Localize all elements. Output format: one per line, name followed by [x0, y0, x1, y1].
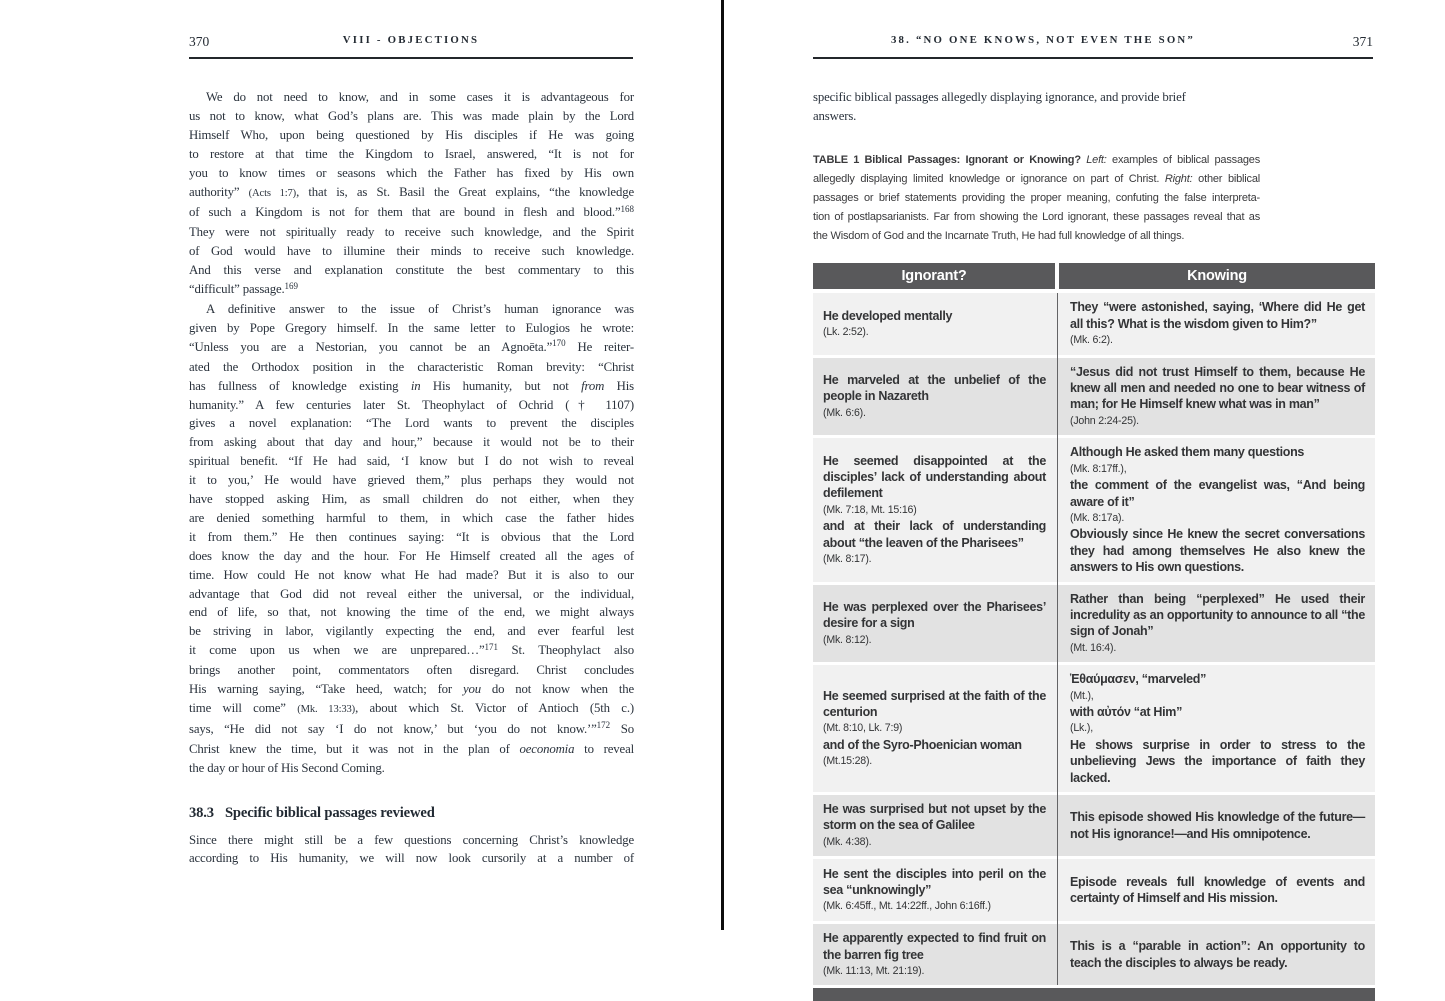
- text-segment: 168: [620, 203, 634, 214]
- text-line: [189, 603, 634, 622]
- left-running-head: VIII - OBJECTIONS: [342, 34, 480, 46]
- text-segment: other biblical: [1192, 172, 1260, 185]
- text-segment: (Mt. 16:4).: [1070, 641, 1117, 654]
- text-line: [189, 471, 634, 490]
- table-cell-knowing: [1057, 585, 1375, 663]
- text-line: [189, 759, 634, 778]
- text-segment: 171: [484, 641, 499, 652]
- text-segment: “Unless you are a Nestorian, you cannot be an Agnoēta.”: [189, 339, 553, 354]
- text-segment: the day or hour of His Second Coming.: [189, 760, 385, 775]
- text-segment: (Mk. 4:38).: [823, 835, 872, 848]
- text-segment: He shows surprise in order to stress to the unbelieving Jews the importance of faith they lacked.: [1070, 737, 1365, 785]
- text-segment: A definitive answer to the issue of Christ’s human ignorance was: [206, 301, 634, 316]
- text-segment: says, “He did not say ‘I do not know,’ but ‘you do not know.’”: [189, 721, 597, 736]
- text-segment: He marveled at the unbelief of the people in Nazareth: [823, 372, 1046, 404]
- caption-line: [813, 190, 1260, 209]
- table-row: [813, 438, 1375, 581]
- section-number: 38.3: [189, 804, 214, 821]
- left-page-body: [189, 88, 634, 868]
- table-cell-knowing: [1057, 665, 1375, 792]
- text-segment: humanity.” A few centuries later St. Theophylact of Ochrid († 1107): [189, 397, 634, 412]
- text-segment: authority”: [189, 184, 249, 199]
- biblical-passages-table: [813, 263, 1375, 1001]
- intro-line: [813, 107, 1258, 126]
- text-line: [189, 641, 634, 661]
- text-line: [189, 164, 634, 183]
- table-cell-knowing: [1057, 795, 1375, 856]
- text-line: [189, 740, 634, 759]
- text-segment: given by Pope Gregory himself. In the same letter to Eulogios he wrote:: [189, 320, 634, 335]
- text-segment: His humanity, but not: [420, 378, 582, 393]
- text-segment: it to you,’ He would have grieved them,” plus perhaps they would not: [189, 473, 634, 488]
- text-segment: end of life, so that, not knowing the time of the end, we might always: [189, 605, 634, 620]
- text-line: [189, 242, 634, 261]
- text-segment: (Lk.),: [1070, 722, 1093, 735]
- text-segment: be striving in labor, vigilantly expecting the end, and ever fearful lest: [189, 624, 634, 639]
- table-column-divider: [1057, 293, 1059, 985]
- text-segment: His warning saying, “Take heed, watch; for: [189, 682, 463, 697]
- text-segment: have stopped asking Him, as small children do not either, when they: [189, 492, 634, 507]
- text-segment: brings another point, commentators often disregard. Christ concludes: [189, 663, 634, 678]
- text-segment: time. How could He not know what He had made? But it is also to our: [189, 567, 634, 582]
- text-segment: to reveal: [574, 741, 635, 756]
- text-segment: does know the day and the hour. For He Himself created all the ages of: [189, 548, 634, 563]
- table-cell-knowing: [1057, 859, 1375, 921]
- text-line: [189, 396, 634, 415]
- text-segment: examples of biblical passages: [1106, 154, 1260, 166]
- text-line: [189, 358, 634, 377]
- text-line: [189, 680, 634, 699]
- left-page-header: [189, 34, 633, 60]
- text-segment: , that is, as St. Basil the Great explains, “the knowledge: [296, 184, 634, 199]
- text-segment: And this verse and explanation constitute the best commentary to this: [189, 263, 634, 278]
- text-segment: (Mk. 6:45ff., Mt. 14:22ff., John 6:16ff.): [823, 900, 991, 913]
- text-segment: 169: [284, 280, 299, 291]
- table-cell-knowing: [1057, 438, 1375, 581]
- text-segment: the comment of the evangelist was, “And being aware of it”: [1070, 478, 1365, 509]
- text-segment: allegedly displaying limited knowledge or ignorance on part of Christ.: [813, 172, 1165, 185]
- section-paragraph: [189, 831, 634, 869]
- text-segment: answers.: [813, 109, 857, 123]
- table-cell-knowing: [1057, 293, 1375, 354]
- text-segment: (Mt. 8:10, Lk. 7:9): [823, 722, 903, 735]
- text-segment: He seemed surprised at the faith of the centurion: [823, 688, 1046, 719]
- text-line: [189, 490, 634, 509]
- text-line: [189, 300, 634, 319]
- text-segment: He reiter-: [565, 339, 634, 354]
- text-segment: (Mt.),: [1070, 689, 1094, 702]
- text-segment: ated the Orthodox position in the characteristic Roman brevity: “Christ: [189, 359, 634, 374]
- table-row: [813, 358, 1375, 436]
- text-segment: (John 2:24-25).: [1070, 414, 1139, 427]
- table-cell-ignorant: [813, 924, 1057, 985]
- table-row: [813, 665, 1375, 792]
- table-row: [813, 859, 1375, 921]
- text-line: [189, 261, 634, 280]
- text-segment: gives a novel explanation: “The Lord wants to prevent the disciples: [189, 416, 634, 431]
- text-segment: Himself Who, upon being questioned by His disciples if He was going: [189, 127, 634, 142]
- table-body-wrap: [813, 293, 1375, 985]
- text-segment: (Mk. 8:12).: [823, 633, 872, 646]
- text-line: [189, 88, 634, 107]
- text-segment: it come upon us when we are unprepared…”: [189, 643, 485, 658]
- table-header-knowing: Knowing: [1059, 263, 1375, 289]
- text-line: [189, 720, 634, 740]
- text-line: [189, 831, 634, 850]
- text-segment: He developed mentally: [823, 308, 953, 323]
- text-segment: tion of postlapsarianists. Far from showing the Lord ignorant, these passages reveal that as: [813, 210, 1260, 223]
- table-body: [813, 293, 1375, 985]
- table-cell-ignorant: [813, 438, 1057, 581]
- table-header-row: [813, 263, 1375, 289]
- left-page-number: 370: [189, 34, 210, 49]
- caption-line: [813, 152, 1260, 171]
- text-segment: Obviously since He knew the secret conversations they had among themselves He also knew the answers to His own questions.: [1070, 527, 1365, 575]
- text-segment: TABLE 1 Biblical Passages: Ignorant or Knowing?: [813, 154, 1087, 166]
- right-page-number: 371: [1352, 34, 1373, 49]
- text-segment: from asking about that day and hour,” because it would not be to their: [189, 435, 634, 450]
- text-segment: Right:: [1164, 172, 1193, 185]
- text-segment: They were not spiritually ready to receive such knowledge, and the Spirit: [189, 225, 634, 240]
- text-segment: Christ knew the time, but it was not in the plan of: [189, 741, 520, 756]
- text-segment: time will come”: [189, 701, 298, 715]
- text-segment: He seemed disappointed at the disciples’ lack of understanding about defilement: [823, 453, 1046, 501]
- table-row: [813, 924, 1375, 985]
- text-segment: So: [610, 721, 634, 736]
- intro-line: [813, 88, 1258, 107]
- text-line: [189, 509, 634, 528]
- text-segment: (Mk. 8:17).: [823, 552, 872, 565]
- caption-line: [813, 209, 1260, 228]
- text-segment: He apparently expected to find fruit on the barren fig tree: [823, 931, 1046, 962]
- text-segment: with αὐτόν “at Him”: [1070, 704, 1183, 719]
- table-bottom-bar: [813, 988, 1375, 1001]
- text-segment: He sent the disciples into peril on the sea “unknowingly”: [823, 866, 1046, 898]
- text-line: [189, 319, 634, 338]
- text-segment: (Mk. 8:17ff.),: [1070, 462, 1127, 475]
- section-title: Specific biblical passages reviewed: [224, 804, 435, 821]
- text-segment: Rather than being “perplexed” He used their incredulity as an opportunity to announce to all “the sign of Jonah”: [1070, 591, 1365, 639]
- table-header-ignorant: Ignorant?: [813, 263, 1055, 289]
- table-cell-ignorant: [813, 585, 1057, 663]
- text-segment: Episode reveals full knowledge of events and certainty of Himself and His mission.: [1070, 874, 1365, 906]
- text-line: [189, 566, 634, 585]
- text-segment: “difficult” passage.: [189, 282, 285, 297]
- text-line: [189, 433, 634, 452]
- text-segment: oeconomia: [519, 741, 575, 756]
- table-row: [813, 585, 1375, 663]
- text-segment: (Mk. 11:13, Mt. 21:19).: [823, 965, 925, 978]
- text-segment: do not know when the: [480, 682, 635, 697]
- page-gutter-line: [721, 0, 724, 930]
- left-running-head-rule: [189, 57, 633, 59]
- caption-line: [813, 171, 1260, 190]
- text-line: [189, 699, 634, 720]
- text-segment: according to His humanity, we will now look cursorily at a number of: [189, 851, 634, 866]
- right-page-header: [813, 34, 1373, 60]
- text-segment: We do not need to know, and in some cases it is advantageous for: [206, 90, 634, 104]
- text-segment: in: [410, 378, 421, 393]
- text-segment: has fullness of knowledge existing: [189, 378, 411, 393]
- table-caption: [813, 152, 1260, 246]
- text-segment: (Mk. 8:17a).: [1070, 511, 1125, 524]
- text-segment: 170: [552, 338, 566, 349]
- text-line: [189, 622, 634, 641]
- text-segment: of such a Kingdom is not for them that are bound in flesh and blood.”: [189, 205, 621, 220]
- table-cell-ignorant: [813, 859, 1057, 921]
- left-paragraphs: [189, 88, 634, 778]
- right-running-head: 38. “NO ONE KNOWS, NOT EVEN THE SON”: [890, 34, 1196, 46]
- table-cell-ignorant: [813, 358, 1057, 436]
- text-segment: , about which St. Victor of Antioch (5th c.): [355, 701, 634, 715]
- text-segment: you: [462, 682, 481, 697]
- text-segment: His: [604, 378, 634, 393]
- text-line: [189, 661, 634, 680]
- table-cell-ignorant: [813, 293, 1057, 354]
- text-segment: Since there might still be a few questions concerning Christ’s knowledge: [189, 832, 634, 847]
- text-segment: This episode showed His knowledge of the future—not His ignorance!—and His omnipotence.: [1070, 810, 1365, 841]
- text-line: [189, 145, 634, 164]
- text-segment: advantage that God did not reveal either the universal, or the individual,: [189, 586, 634, 601]
- table-cell-ignorant: [813, 665, 1057, 792]
- text-segment: the Wisdom of God and the Incarnate Truth, He had full knowledge of all things.: [813, 229, 1185, 242]
- text-line: [189, 223, 634, 242]
- text-line: [189, 414, 634, 433]
- text-line: [189, 585, 634, 604]
- section-heading: [189, 804, 634, 823]
- text-line: [189, 183, 634, 204]
- text-segment: Left:: [1086, 154, 1107, 166]
- text-segment: 172: [596, 720, 611, 731]
- text-segment: (Lk. 2:52).: [823, 326, 869, 339]
- text-segment: to restore at that time the Kingdom to Israel, answered, “It is not for: [189, 146, 634, 161]
- text-segment: it from them.” He then continues saying: “It is obvious that the Lord: [189, 529, 634, 544]
- text-segment: of God would have to illumine their minds to receive such knowledge.: [189, 244, 634, 259]
- text-segment: (Mk. 7:18, Mt. 15:16): [823, 503, 917, 516]
- text-segment: (Mk. 13:33): [297, 704, 356, 715]
- table-row: [813, 293, 1375, 354]
- table-cell-knowing: [1057, 924, 1375, 985]
- text-segment: Ἐθαύμασεν, “marveled”: [1070, 672, 1207, 687]
- text-line: [189, 452, 634, 471]
- text-line: [189, 107, 634, 126]
- text-segment: They “were astonished, saying, ‘Where did He get all this? What is the wisdom given to Him?”: [1070, 300, 1365, 331]
- text-segment: He was surprised but not upset by the storm on the sea of Galilee: [823, 802, 1046, 833]
- text-line: [189, 126, 634, 145]
- text-segment: and at their lack of understanding about “the leaven of the Pharisees”: [823, 519, 1046, 550]
- text-segment: He was perplexed over the Pharisees’ desire for a sign: [823, 599, 1046, 631]
- text-line: [189, 849, 634, 868]
- text-segment: (Acts 1:7): [248, 187, 297, 199]
- text-line: [189, 377, 634, 396]
- text-segment: “Jesus did not trust Himself to them, because He knew all men and needed no one to bear witness of man; for He Himself knew what was in man”: [1070, 364, 1365, 412]
- table-cell-ignorant: [813, 795, 1057, 856]
- text-segment: Although He asked them many questions: [1070, 445, 1305, 460]
- text-segment: are denied something harmful to them, in which case the father hides: [189, 510, 634, 525]
- text-segment: specific biblical passages allegedly displaying ignorance, and provide brief: [813, 90, 1186, 104]
- text-line: [189, 528, 634, 547]
- text-segment: passages or brief statements providing the proper meaning, confuting the false interpreta-: [813, 191, 1260, 204]
- text-segment: you to know times or seasons which the Father has fixed by His own: [189, 165, 634, 180]
- text-segment: (Mt.15:28).: [823, 755, 873, 768]
- text-segment: This is a “parable in action”: An opportunity to teach the disciples to always be ready.: [1070, 939, 1365, 970]
- text-segment: spiritual benefit. “If He had said, ‘I know but I do not wish to reveal: [189, 454, 634, 469]
- table-cell-knowing: [1057, 358, 1375, 436]
- text-line: [189, 338, 634, 358]
- text-segment: from: [581, 378, 605, 393]
- intro-paragraph: [813, 88, 1258, 126]
- text-segment: us not to know, what God’s plans are. This was made plain by the Lord: [189, 108, 634, 123]
- text-line: [189, 547, 634, 566]
- table-row: [813, 795, 1375, 856]
- text-line: [189, 280, 634, 300]
- text-segment: and of the Syro-Phoenician woman: [823, 737, 1022, 752]
- text-segment: (Mk. 6:2).: [1070, 334, 1113, 347]
- text-segment: St. Theophylact also: [498, 643, 634, 658]
- right-page-body: [813, 88, 1375, 1001]
- text-line: [189, 203, 634, 223]
- right-running-head-rule: [813, 57, 1373, 59]
- caption-line: [813, 228, 1260, 247]
- text-segment: (Mk. 6:6).: [823, 406, 866, 419]
